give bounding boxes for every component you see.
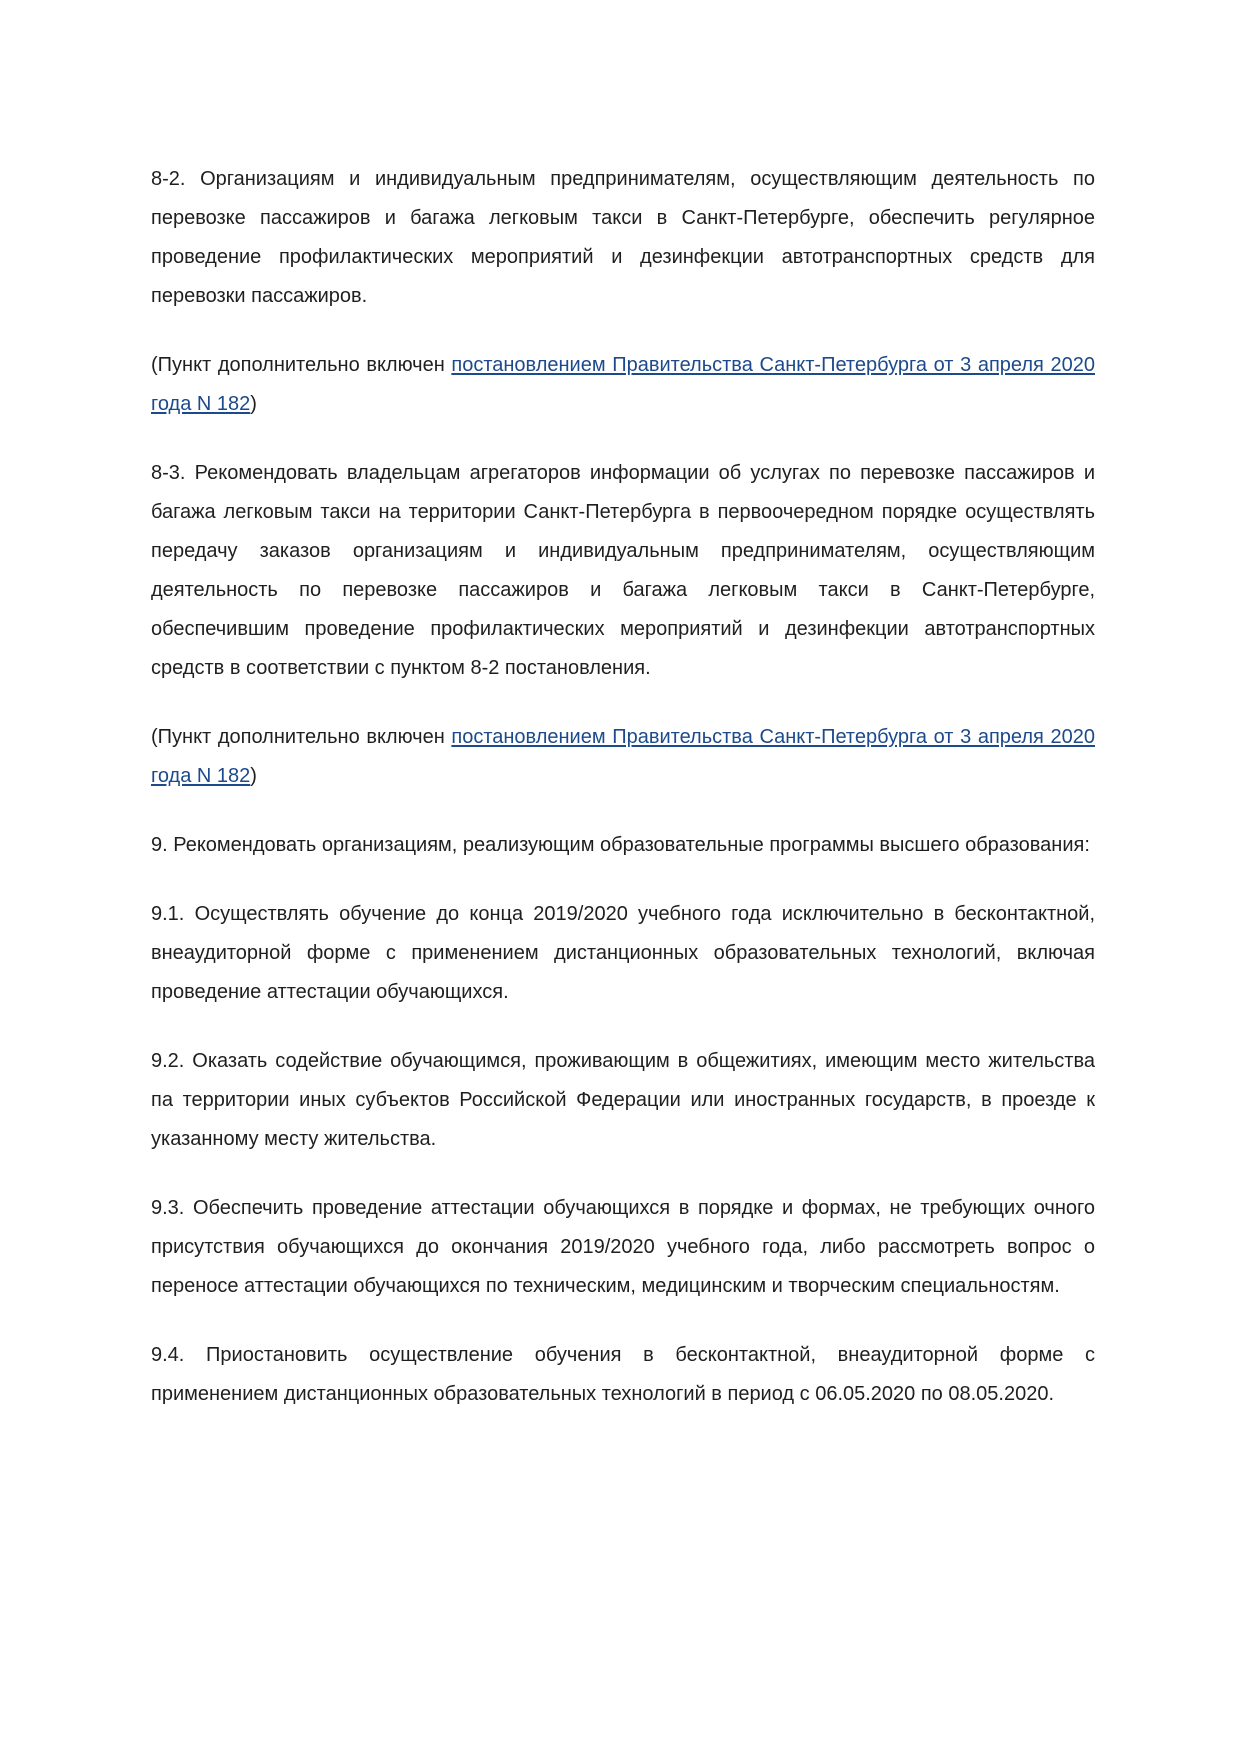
amendment-note-suffix: ) [250,765,257,787]
document-body [151,160,1095,1444]
paragraph-9: 9. Рекомендовать организациям, реализующим образовательные программы высшего образования: [151,834,1090,856]
paragraph-8-3: 8-3. Рекомендовать владельцам агрегаторов информации об услугах по перевозке пассажиров и багажа легковым такси на территории Санкт-Петербурга в первоочередном порядке осуществлять передачу заказов организациям и индивидуальным предпринимателям, осуществляющим деятельность по перевозке пассажиров и багажа легковым такси в Санкт-Петербурге, обеспечившим проведение профилактических мероприятий и дезинфекции автотранспортных средств в соответствии с пунктом 8-2 постановления. [151,462,1095,679]
amendment-note-8-2 [151,346,1095,424]
amendment-note-8-3 [151,718,1095,796]
paragraph-9-4: 9.4. Приостановить осуществление обучения в бесконтактной, внеаудиторной форме с применением дистанционных образовательных технологий в период с 06.05.2020 по 08.05.2020. [151,1344,1095,1405]
paragraph-9-2: 9.2. Оказать содействие обучающимся, проживающим в общежитиях, имеющим место жительства па территории иных субъектов Российской Федерации или иностранных государств, в проезде к указанному месту жительства. [151,1050,1095,1150]
paragraph-9-3: 9.3. Обеспечить проведение аттестации обучающихся в порядке и формах, не требующих очного присутствия обучающихся до окончания 2019/2020 учебного года, либо рассмотреть вопрос о переносе аттестации обучающихся по техническим, медицинским и творческим специальностям. [151,1197,1095,1297]
amendment-note-prefix: (Пункт дополнительно включен [151,726,452,748]
paragraph-8-2: 8-2. Организациям и индивидуальным предпринимателям, осуществляющим деятельность по перевозке пассажиров и багажа легковым такси в Санкт-Петербурге, обеспечить регулярное проведение профилактических мероприятий и дезинфекции автотранспортных средств для перевозки пассажиров. [151,168,1095,307]
paragraph-9-1: 9.1. Осуществлять обучение до конца 2019/2020 учебного года исключительно в бесконтактной, внеаудиторной форме с применением дистанционных образовательных технологий, включая проведение аттестации обучающихся. [151,903,1095,1003]
decree-link-8-3[interactable]: постановлением Правительства Санкт-Петербурга от 3 апреля 2020 года N 182 [151,726,1095,787]
amendment-note-prefix: (Пункт дополнительно включен [151,354,452,376]
amendment-note-suffix: ) [250,393,257,415]
decree-link-8-2[interactable]: постановлением Правительства Санкт-Петербурга от 3 апреля 2020 года N 182 [151,354,1095,415]
